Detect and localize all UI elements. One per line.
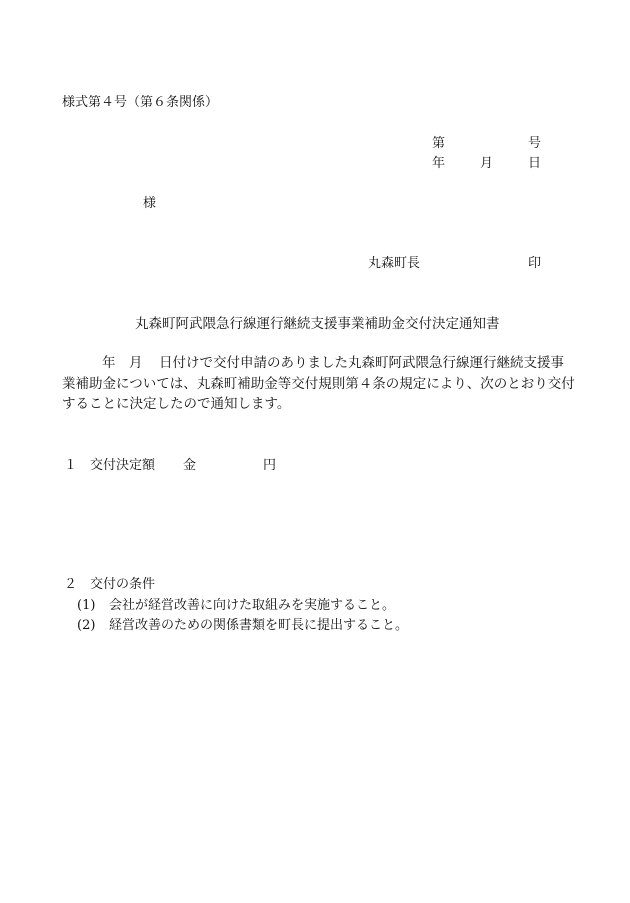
date-day: 日 [528, 156, 542, 171]
condition-text: 会社が経営改善に向けた取組みを実施すること。 [109, 598, 396, 613]
body-month: 月 [129, 355, 143, 371]
condition-text: 経営改善のための関係書類を町長に提出すること。 [109, 618, 409, 633]
section1-number: １ [64, 458, 78, 473]
section1-label: 交付決定額 [90, 458, 156, 473]
section2-label: 交付の条件 [90, 577, 156, 592]
condition-marker: (1) [77, 598, 96, 613]
body-line-1: 日付けで交付申請のありました丸森町阿武隈急行線運行継続支援事 [159, 355, 564, 371]
section1-kin: 金 [183, 458, 197, 473]
body-line-2: 業補助金については、丸森町補助金等交付規則第４条の規定により、次のとおり交付 [62, 376, 575, 392]
body-line-3: することに決定したので通知します。 [62, 396, 291, 412]
section2-number: ２ [64, 577, 78, 592]
recipient-honorific: 様 [143, 196, 157, 211]
issuer-name: 丸森町長 [368, 256, 421, 271]
number-suffix: 号 [528, 136, 542, 151]
seal-mark: 印 [528, 256, 542, 271]
section1-yen: 円 [263, 458, 277, 473]
number-prefix: 第 [432, 136, 446, 151]
condition-marker: (2) [77, 618, 96, 633]
body-year: 年 [102, 355, 116, 371]
date-year: 年 [432, 156, 446, 171]
document-title: 丸森町阿武隈急行線運行継続支援事業補助金交付決定通知書 [135, 316, 500, 332]
date-month: 月 [480, 156, 494, 171]
form-label: 様式第４号（第６条関係） [62, 95, 219, 110]
